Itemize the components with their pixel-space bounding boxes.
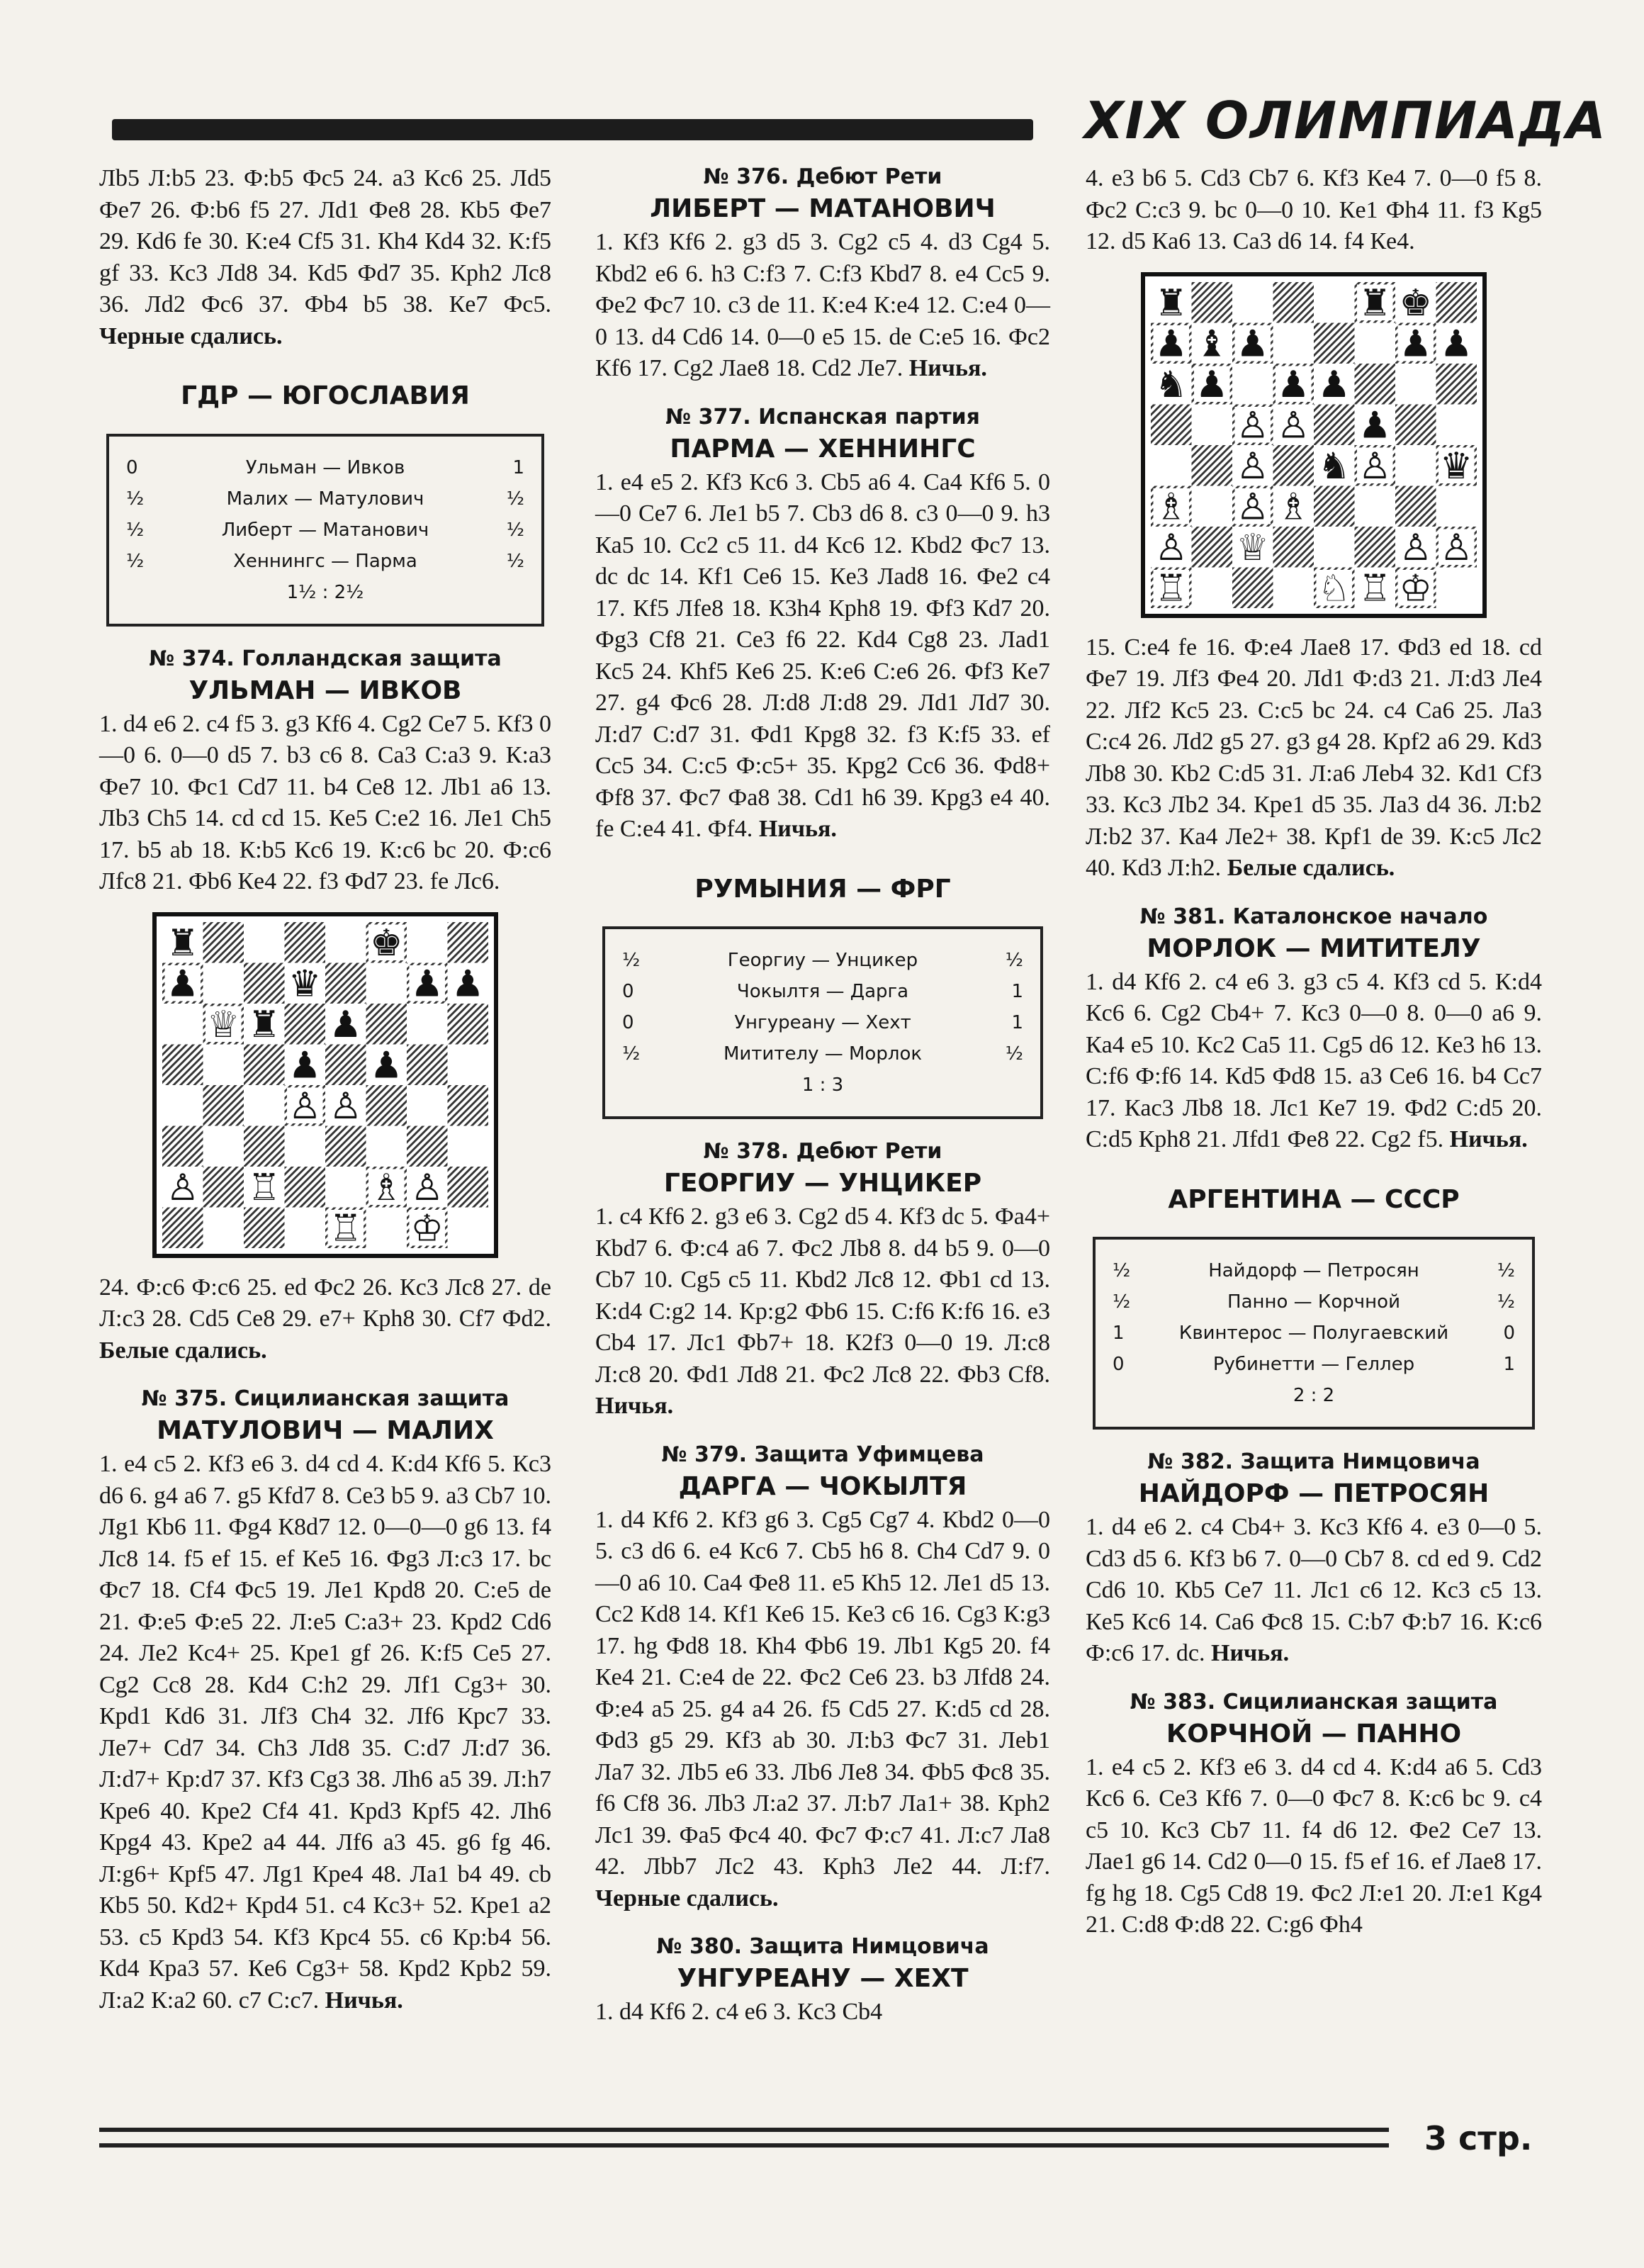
dark-square [244, 1207, 285, 1248]
light-square [366, 1207, 407, 1248]
game-players: ДАРГА — ЧОКЫЛТЯ [678, 1471, 967, 1501]
continued-game-text: Лb5 Л:b5 23. Ф:b5 Фc5 24. a3 Кc6 25. Лd5 Фe7 26. Ф:b6 f5 27. Лd1 Фe8 28. Кb5 Фe7 29. Кd6 fe 30. К:e4 Сf5 31. Кh4 Кd4 32. К:f5 gf 33. Кc3 Лd8 34. Кd5 Фd7 35. Крh2 Лc8 36. Лd2 Фc6 37. Фb4 b5 38. Кe7 Фc5. Черные сдались. [99, 165, 551, 349]
chess-piece-f5 [1358, 404, 1391, 447]
game-moves: 1. e4 c5 2. Кf3 e6 3. d4 cd 4. К:d4 Кf6 5. Кc3 d6 6. g4 a6 7. g5 Кfd7 8. Сe3 b5 9. a3 Сb7 10. Лg1 Кb6 11. Фg4 К8d7 12. 0—0—0 g6 13. f4 Лc8 14. f5 ef 15. ef Кe5 16. Фg3 Л:c3 17. bc Фc7 18. Сf4 Фc5 19. Лe1 Крd8 20. С:e5 de 21. Ф:e5 Ф:e5 22. Л:e5 С:a3+ 23. Крd2 Сd6 24. Лe2 Кc4+ 25. Крe1 gf 26. К:f5 Сe5 27. Сg2 Сc8 28. Кd4 С:h2 29. Лf1 Сg3+ 30. Крd1 Кd6 31. Лf3 Сh4 32. Лf6 Крc7 33. Лe7+ Сd7 34. Сh3 Лd8 35. С:d7 Л:d7 36. Л:d7+ Кр:d7 37. Кf3 Сg3 38. Лh6 a5 39. Л:h7 Крe6 40. Крe2 Сf4 41. Крd3 Крf5 42. Лh6 Крg4 43. Крe2 a4 44. Лf6 a3 45. g6 fg 46. Л:g6+ Крf5 47. Лg1 Крe4 48. Лa1 b4 49. cb Кb5 50. Кd2+ Крd4 51. c4 Кc3+ 52. Крe1 a2 53. c5 Крd3 54. Кf3 Крc4 55. c6 Кр:b4 56. Кd4 Крa3 57. Кe6 Сg3+ 58. Крd2 Крb2 59. Л:a2 К:a2 60. c7 С:c7. Ничья. [99, 1451, 551, 2014]
game-moves-continued: 24. Ф:c6 Ф:c6 25. ed Фc2 26. Кc3 Лc8 27. de Л:c3 28. Сd5 Сe8 29. e7+ Крh8 30. Сf7 Фd2. Белые сдались. [99, 1274, 551, 1364]
chess-piece-a3 [1155, 485, 1188, 528]
dark-square [1192, 282, 1233, 323]
chess-piece-g1 [411, 1207, 444, 1247]
light-square [1192, 485, 1233, 527]
light-square [1232, 282, 1273, 323]
light-square [1355, 485, 1396, 527]
game-moves: 1. d4 Кf6 2. Кf3 g6 3. Сg5 Сg7 4. Кbd2 0—0 5. c3 d6 6. e4 Кc6 7. Сb5 h6 8. Сh4 Сd7 9. 0—0 a6 10. Сa4 Фe8 11. e5 Кh5 12. Лe1 d5 13. Сc2 Кd8 14. Кf1 Кe6 15. Кe3 c6 16. Сg3 К:g3 17. hg Фd8 18. Кh4 Фb6 19. Лb1 Кg5 20. f4 Кe4 21. С:e4 de 22. Фc2 Сe6 23. b3 Лfd8 24. Ф:e4 a5 25. g4 a4 26. f5 Сd5 27. К:d5 cd 28. Фd3 g5 29. Кf3 ab 30. Л:b3 Фc7 31. Лeb1 Лa7 32. Лb5 e6 33. Лb6 Лe8 34. Фb5 Фc8 35. f6 Сf8 36. Лb3 Л:a2 37. Л:b7 Лa1+ 38. Крh2 Лc1 39. Фa5 Фc4 40. Фc7 Ф:c7 41. Л:c7 Лa8 42. Лbb7 Лc2 43. Крh3 Лe2 44. Л:f7. Черные сдались. [595, 1506, 1050, 1911]
dark-square [1355, 364, 1396, 405]
match-row: ½ Георгиу — Унцикер ½ [622, 950, 1023, 971]
light-square [203, 1207, 244, 1248]
dark-square [366, 1085, 407, 1126]
dark-square [1355, 527, 1396, 568]
light-square [448, 1044, 489, 1085]
match-row: ½ Хеннингс — Парма ½ [126, 550, 524, 572]
light-square [203, 962, 244, 1004]
chess-piece-e1 [330, 1207, 362, 1247]
light-square [407, 922, 448, 963]
light-square [448, 1125, 489, 1167]
header-rule [112, 119, 1033, 140]
chess-piece-h2 [1440, 527, 1473, 569]
continued-game-text: 4. e3 b6 5. Сd3 Сb7 6. Кf3 Кe4 7. 0—0 f5 8. Фc2 С:c3 9. bc 0—0 10. Кe1 Фh4 11. f3 Кg5 12. d5 Кa6 13. Сa3 d6 14. f4 Кe4. [1086, 165, 1542, 254]
dark-square [448, 1004, 489, 1045]
match-row: 0 Унгуреану — Хехт 1 [622, 1012, 1023, 1033]
dark-square [407, 1044, 448, 1085]
dark-square [448, 922, 489, 963]
dark-square [244, 1125, 285, 1167]
chess-piece-b6 [1195, 364, 1228, 406]
light-square [285, 1207, 326, 1248]
light-square [448, 1207, 489, 1248]
chess-piece-a8 [167, 922, 199, 965]
match-title: РУМЫНИЯ — ФРГ [694, 874, 951, 904]
game-number: № 378. Дебют Рети [703, 1139, 942, 1164]
dark-square [203, 1085, 244, 1126]
game-players: ГЕОРГИУ — УНЦИКЕР [663, 1169, 982, 1198]
chess-board [162, 922, 488, 1248]
game-moves-continued: 15. С:e4 fe 16. Ф:e4 Лae8 17. Фd3 ed 18. cd Фe7 19. Лf3 Фe4 20. Лd1 Ф:d3 21. Л:d3 Лe4 22. Лf2 Кc5 23. С:c5 bc 24. c4 Сa6 25. Лa3 С:c4 26. Лd2 g5 27. g3 g4 28. Крf2 a6 29. Кd3 Лb8 30. Кb2 С:d5 31. Л:a6 Лeb4 32. Кd1 Сf3 33. Кc3 Лb2 34. Крe1 d5 35. Лa3 d4 36. Л:b2 Л:b2 37. Кa4 Лe2+ 38. Крf1 de 39. К:c5 Лc2 40. Кd3 Л:h2. Белые сдались. [1086, 634, 1542, 881]
game-number: № 381. Каталонское начало [1139, 904, 1488, 929]
chess-piece-f2 [370, 1167, 402, 1209]
dark-square [1314, 404, 1355, 445]
dark-square [203, 922, 244, 963]
match-row: 0 Чокылтя — Дарга 1 [622, 981, 1023, 1002]
chess-piece-f8 [370, 922, 402, 965]
chess-piece-a6 [1155, 364, 1188, 406]
footer-rule [99, 2143, 1389, 2148]
game-players: МОРЛОК — МИТИТЕЛУ [1147, 933, 1481, 963]
footer-rule [99, 2128, 1389, 2132]
light-square [1314, 282, 1355, 323]
chess-piece-f1 [1358, 567, 1391, 607]
chess-piece-a1 [1155, 567, 1188, 607]
game-players: НАЙДОРФ — ПЕТРОСЯН [1138, 1479, 1490, 1508]
game-moves: 1. Кf3 Кf6 2. g3 d5 3. Сg2 c5 4. d3 Сg4 5. Кbd2 e6 6. h3 С:f3 7. С:f3 Кbd7 8. e4 Сc5 9. Фe2 Фc7 10. c3 de 11. К:e4 К:e4 12. С:e4 0—0 13. d4 Сd6 14. 0—0 e5 15. de С:e5 16. Фc2 Кf6 17. Сg2 Лae8 18. Сd2 Лe7. Ничья. [595, 229, 1050, 381]
dark-square [1151, 404, 1192, 445]
game-number: № 374. Голландская защита [149, 646, 502, 671]
chess-piece-g2 [411, 1167, 444, 1209]
chess-piece-g7 [411, 962, 444, 1005]
dark-square [325, 1125, 366, 1167]
light-square [1232, 364, 1273, 405]
chess-piece-e1 [1318, 567, 1351, 607]
chess-piece-c6 [248, 1004, 281, 1046]
light-square [1355, 322, 1396, 364]
light-square [1395, 445, 1436, 486]
dark-square [203, 1167, 244, 1208]
chess-piece-e6 [1318, 364, 1351, 406]
match-row: ½ Панно — Корчной ½ [1113, 1291, 1515, 1313]
game-number: № 377. Испанская партия [665, 404, 980, 430]
dark-square [325, 962, 366, 1004]
dark-square [1395, 404, 1436, 445]
dark-square [162, 1044, 203, 1085]
light-square [1273, 322, 1314, 364]
game-moves: 1. d4 Кf6 2. c4 e6 3. g3 c5 4. Кf3 cd 5. К:d4 Кc6 6. Сg2 Сb4+ 7. Кc3 0—0 8. 0—0 a6 9. Кa4 e5 10. Кc2 Сa5 11. Сg5 d6 12. Кe3 h6 13. С:f6 Ф:f6 14. Кd5 Фd8 15. a3 Сe6 16. b4 Сc7 17. Кac3 Лb8 18. Лc1 Кe7 19. Фd2 С:d5 20. С:d5 Крh8 21. Лfd1 Фe8 22. Сg2 f5. Ничья. [1086, 968, 1542, 1152]
chess-piece-h7 [1440, 322, 1473, 365]
game-moves: 1. d4 Кf6 2. c4 e6 3. Кc3 Сb4 [595, 1999, 883, 2025]
game-number: № 376. Дебют Рети [703, 164, 942, 189]
chess-piece-c2 [1237, 527, 1269, 569]
game-moves: 1. d4 e6 2. c4 Сb4+ 3. Кc3 Кf6 4. e3 0—0 5. Сd3 d5 6. Кf3 b6 7. 0—0 Сb7 8. cd ed 9. Сd2 Сd6 10. Кb5 Сe7 11. Лc1 c6 12. Кc3 c5 13. Кe5 Кc6 14. Сa6 Фc8 15. С:b7 Ф:b7 16. К:c6 Ф:c6 17. dc. Ничья. [1086, 1514, 1542, 1666]
chess-piece-d6 [1277, 364, 1310, 406]
chess-piece-g1 [1400, 567, 1432, 607]
chess-piece-b6 [207, 1004, 240, 1046]
page-title: XIX ОЛИМПИАДА [1084, 91, 1607, 150]
light-square [203, 1044, 244, 1085]
chess-piece-f5 [370, 1044, 402, 1087]
game-number: № 375. Сицилианская защита [141, 1386, 509, 1411]
chess-piece-a2 [1155, 527, 1188, 569]
match-row: ½ Малих — Матулович ½ [126, 488, 524, 510]
dark-square [1232, 567, 1273, 608]
dark-square [244, 962, 285, 1004]
dark-square [162, 1125, 203, 1167]
chess-piece-g2 [1400, 527, 1432, 569]
light-square [1273, 567, 1314, 608]
light-square [407, 1004, 448, 1045]
dark-square [1395, 485, 1436, 527]
light-square [244, 1085, 285, 1126]
match-total: 1 : 3 [801, 1074, 844, 1096]
chess-piece-c5 [1237, 404, 1269, 447]
light-square [1436, 567, 1477, 608]
column-1 [99, 163, 551, 2016]
dark-square [285, 1167, 326, 1208]
dark-square [1273, 445, 1314, 486]
match-result-table [602, 926, 1043, 1119]
match-row: 1 Квинтерос — Полугаевский 0 [1113, 1323, 1515, 1344]
chess-piece-d3 [1277, 485, 1310, 528]
chess-piece-a8 [1155, 282, 1188, 325]
dark-square [1314, 485, 1355, 527]
chess-piece-a7 [1155, 322, 1188, 365]
chess-piece-b7 [1195, 322, 1228, 365]
chess-piece-e4 [330, 1085, 362, 1128]
chess-piece-a7 [167, 962, 199, 1005]
match-row: 0 Ульман — Ивков 1 [126, 456, 524, 478]
game-number: № 383. Сицилианская защита [1130, 1689, 1498, 1714]
chess-piece-c3 [1237, 485, 1269, 528]
chess-piece-c7 [1237, 322, 1269, 365]
match-title: ГДР — ЮГОСЛАВИЯ [181, 381, 470, 410]
chess-piece-d4 [288, 1085, 321, 1128]
chess-diagram [1141, 272, 1487, 618]
light-square [1192, 404, 1233, 445]
dark-square [1273, 282, 1314, 323]
game-number: № 382. Защита Нимцовича [1147, 1449, 1480, 1474]
game-moves: 1. e4 e5 2. Кf3 Кc6 3. Сb5 a6 4. Сa4 Кf6 5. 0—0 Сe7 6. Лe1 b5 7. Сb3 d6 8. c3 0—0 9. h3 Кa5 10. Сc2 c5 11. d4 Кc6 12. Кbd2 Фc7 13. dc dc 14. Кf1 Сe6 15. Кe3 Лad8 16. Фe2 c4 17. Кf5 Лfe8 18. К3h4 Крh8 19. Фf3 Кd7 20. Фg3 Сf8 21. Сe3 f6 22. Кd4 Сg8 23. Лad1 Кc5 24. Кhf5 Кe6 25. К:e6 С:e6 26. Фf3 Кe7 27. g4 Фc6 28. Л:d8 Л:d8 29. Лd1 Лd7 30. Л:d7 С:d7 31. Фd1 Крg8 32. f3 К:f5 33. ef Сc5 34. С:c5 Ф:c5+ 35. Крg2 Сc6 36. Фd8+ Фf8 37. Фc7 Фa8 38. Сd1 h6 39. Крg3 e4 40. fe С:e4 41. Фf4. Ничья. [595, 468, 1050, 842]
chess-piece-h4 [1440, 445, 1473, 488]
light-square [325, 922, 366, 963]
game-players: ПАРМА — ХЕННИНГС [670, 434, 976, 464]
chess-piece-h7 [451, 962, 484, 1005]
dark-square [1192, 527, 1233, 568]
match-row: ½ Найдорф — Петросян ½ [1113, 1260, 1515, 1281]
chess-piece-e4 [1318, 445, 1351, 488]
game-moves: 1. c4 Кf6 2. g3 e6 3. Сg2 d5 4. Кf3 dc 5. Фa4+ Кbd7 6. Ф:c4 a6 7. Фc2 Лb8 8. d4 b5 9. 0—0 Сb7 10. Сg5 c5 11. Кbd2 Лc8 12. Фb1 cd 13. К:d4 С:g2 14. Кр:g2 Фb6 15. С:f6 К:f6 16. e3 Сb4 17. Лc1 Фb7+ 18. К2f3 0—0 19. Л:c8 Л:c8 20. Фd1 Лd8 21. Фc2 Лc8 22. Фb3 Сf8. Ничья. [595, 1203, 1050, 1419]
chess-board [1151, 282, 1477, 608]
game-players: КОРЧНОЙ — ПАННО [1166, 1719, 1462, 1748]
chess-piece-g7 [1400, 322, 1432, 365]
chess-diagram [152, 912, 498, 1258]
chess-piece-d7 [288, 962, 321, 1005]
dark-square [1314, 322, 1355, 364]
chess-piece-f8 [1358, 282, 1391, 325]
light-square [325, 1167, 366, 1208]
match-result-table [106, 434, 544, 627]
game-moves: 1. e4 c5 2. Кf3 e6 3. d4 cd 4. К:d4 a6 5. Сd3 Кc6 6. Сe3 Кf6 7. 0—0 Фc7 8. К:c6 bc 9. c4 c5 10. Кc3 Сb7 11. f4 d6 12. Фe2 Сe7 13. Лae1 g6 14. Сd2 0—0 15. f5 ef 16. ef Лae8 17. fg hg 18. Сg5 Сd8 19. Фc2 Л:e1 20. Л:e1 Кg4 21. С:d8 Ф:d8 22. С:g6 Фh4 [1086, 1753, 1542, 1938]
light-square [162, 1085, 203, 1126]
column-2 [595, 163, 1050, 2028]
chess-piece-g8 [1400, 282, 1432, 325]
light-square [244, 922, 285, 963]
chess-piece-e6 [330, 1004, 362, 1046]
dark-square [448, 1085, 489, 1126]
light-square [407, 1085, 448, 1126]
match-row: ½ Митителу — Морлок ½ [622, 1043, 1023, 1065]
game-players: УЛЬМАН — ИВКОВ [188, 675, 462, 705]
game-players: МАТУЛОВИЧ — МАЛИХ [157, 1416, 494, 1445]
chess-piece-d5 [288, 1044, 321, 1087]
page-number: 3 стр. [1424, 2119, 1533, 2157]
dark-square [162, 1207, 203, 1248]
match-row: ½ Либерт — Матанович ½ [126, 519, 524, 541]
match-total: 1½ : 2½ [286, 581, 364, 603]
light-square [366, 1125, 407, 1167]
chess-piece-d5 [1277, 404, 1310, 447]
light-square [1436, 485, 1477, 527]
light-square [1314, 527, 1355, 568]
match-total: 2 : 2 [1293, 1385, 1335, 1406]
light-square [1395, 364, 1436, 405]
match-title: АРГЕНТИНА — СССР [1168, 1184, 1460, 1214]
game-number: № 379. Защита Уфимцева [661, 1442, 984, 1467]
light-square [1151, 445, 1192, 486]
column-3 [1086, 163, 1542, 1941]
chess-piece-c2 [248, 1167, 281, 1209]
dark-square [407, 1125, 448, 1167]
chess-piece-a2 [167, 1167, 199, 1209]
game-moves: 1. d4 e6 2. c4 f5 3. g3 Кf6 4. Сg2 Сe7 5. Кf3 0—0 6. 0—0 d5 7. b3 c6 8. Сa3 С:a3 9. К:a3 Фe7 10. Фc1 Сd7 11. b4 Сe8 12. Лb1 a6 13. Лb3 Сh5 14. cd cd 15. Кe5 С:e2 16. Лe1 Сh5 17. b5 ab 18. К:b5 Кc6 19. К:c6 bc 20. Ф:c6 Лfc8 21. Фb6 Кe4 22. f3 Фd7 23. fe Лc6. [99, 710, 551, 894]
dark-square [285, 922, 326, 963]
light-square [366, 962, 407, 1004]
match-result-table [1093, 1237, 1535, 1430]
light-square [1436, 404, 1477, 445]
dark-square [244, 1044, 285, 1085]
light-square [203, 1125, 244, 1167]
dark-square [366, 1004, 407, 1045]
dark-square [325, 1044, 366, 1085]
chess-piece-f4 [1358, 445, 1391, 488]
dark-square [448, 1167, 489, 1208]
game-players: ЛИБЕРТ — МАТАНОВИЧ [650, 194, 996, 223]
light-square [1192, 567, 1233, 608]
dark-square [1436, 364, 1477, 405]
game-players: УНГУРЕАНУ — ХЕХТ [677, 1964, 969, 1993]
chess-piece-c4 [1237, 445, 1269, 488]
game-number: № 380. Защита Нимцовича [656, 1934, 989, 1959]
light-square [285, 1125, 326, 1167]
dark-square [1192, 445, 1233, 486]
dark-square [1436, 282, 1477, 323]
match-row: 0 Рубинетти — Геллер 1 [1113, 1354, 1515, 1375]
dark-square [1273, 527, 1314, 568]
dark-square [285, 1004, 326, 1045]
light-square [162, 1004, 203, 1045]
